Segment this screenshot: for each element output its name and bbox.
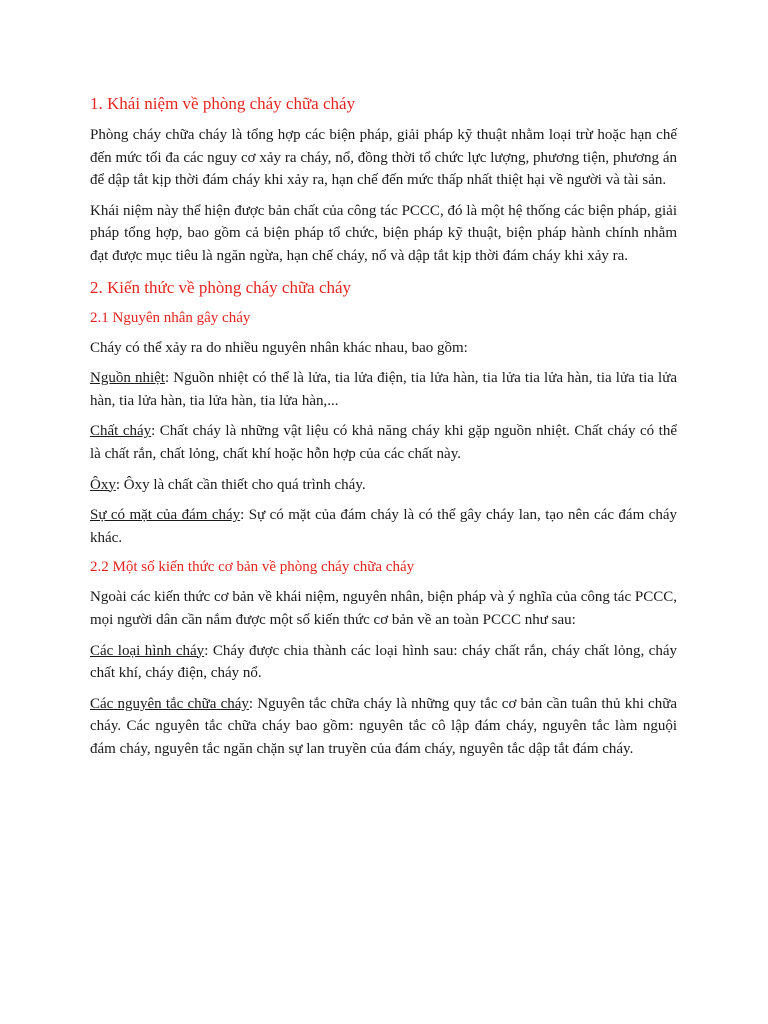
subsection-2-2-intro: Ngoài các kiến thức cơ bản về khái niệm, nguyên nhân, biện pháp và ý nghĩa của công tác PCCC, mọi người dân cần nắm được một số kiến thức cơ bản về an toàn PCCC như sau: — [90, 589, 677, 628]
cause-item-fuel — [90, 420, 677, 465]
section-1-paragraph-2: Khái niệm này thể hiện được bản chất của công tác PCCC, đó là một hệ thống các biện pháp, giải pháp tổng hợp, bao gồm cả biện pháp tổ chức, biện pháp kỹ thuật, biện pháp hành chính nhằm đạt được mục tiêu là ngăn ngừa, hạn chế cháy, nổ và dập tắt kịp thời đám cháy khi xảy ra. — [90, 202, 677, 264]
cause-text: : Sự có mặt của đám cháy là có thể gây cháy lan, tạo nên các đám cháy khác. — [90, 507, 677, 546]
section-1-heading: 1. Khái niệm về phòng cháy chữa cháy — [90, 94, 356, 113]
subsection-2-1-intro: Cháy có thể xảy ra do nhiều nguyên nhân khác nhau, bao gồm: — [90, 339, 468, 356]
cause-term: Chất cháy — [90, 423, 152, 440]
knowledge-item-fire-types — [90, 640, 677, 685]
knowledge-term: Các loại hình cháy — [90, 642, 205, 659]
cause-text: : Nguồn nhiệt có thể là lửa, tia lửa điện, tia lửa hàn, tia lửa tia lửa hàn, tia lửa tia lửa hàn, tia lửa hàn, tia lửa hàn, tia lửa hàn,... — [90, 370, 677, 409]
subsection-2-2-heading: 2.2 Một số kiến thức cơ bản về phòng cháy chữa cháy — [90, 559, 415, 576]
knowledge-term: Các nguyên tắc chữa cháy — [90, 695, 249, 712]
cause-text: : Ôxy là chất cần thiết cho quá trình cháy. — [115, 476, 366, 493]
cause-item-fire-presence — [90, 504, 677, 549]
cause-item-oxygen — [90, 474, 677, 497]
document-page — [90, 92, 677, 768]
knowledge-text: : Cháy được chia thành các loại hình sau: cháy chất rắn, cháy chất lỏng, cháy chất khí, cháy điện, cháy nổ. — [90, 642, 678, 682]
section-1-paragraph-1: Phòng cháy chữa cháy là tổng hợp các biện pháp, giải pháp kỹ thuật nhằm loại trừ hoặc hạn chế đến mức tối đa các nguy cơ xảy ra cháy, nổ, đồng thời tổ chức lực lượng, phương tiện, phương án để dập tắt kịp thời đám cháy khi xảy ra, hạn chế đến mức thấp nhất thiệt hại về người và tài sản. — [90, 127, 677, 189]
cause-item-heat-source — [90, 367, 677, 412]
cause-term: Nguồn nhiệt — [90, 370, 165, 387]
cause-text: : Chất cháy là những vật liệu có khả năng cháy khi gặp nguồn nhiệt. Chất cháy có thể là chất rắn, chất lỏng, chất khí hoặc hỗn hợp của các chất này. — [90, 423, 677, 462]
cause-term: Ôxy — [90, 476, 116, 493]
section-2-heading: 2. Kiến thức về phòng cháy chữa cháy — [90, 277, 352, 297]
knowledge-text: : Nguyên tắc chữa cháy là những quy tắc cơ bản cần tuân thủ khi chữa cháy. Các nguyên tắc chữa cháy bao gồm: nguyên tắc cô lập đám cháy, nguyên tắc làm nguội đám cháy, nguyên tắc ngăn chặn sự lan truyền của đám cháy, nguyên tắc dập tắt đám cháy. — [90, 695, 677, 757]
cause-term: Sự có mặt của đám cháy — [90, 507, 241, 524]
knowledge-item-firefighting-principles — [90, 693, 677, 761]
subsection-2-1-heading: 2.1 Nguyên nhân gây cháy — [90, 309, 251, 326]
